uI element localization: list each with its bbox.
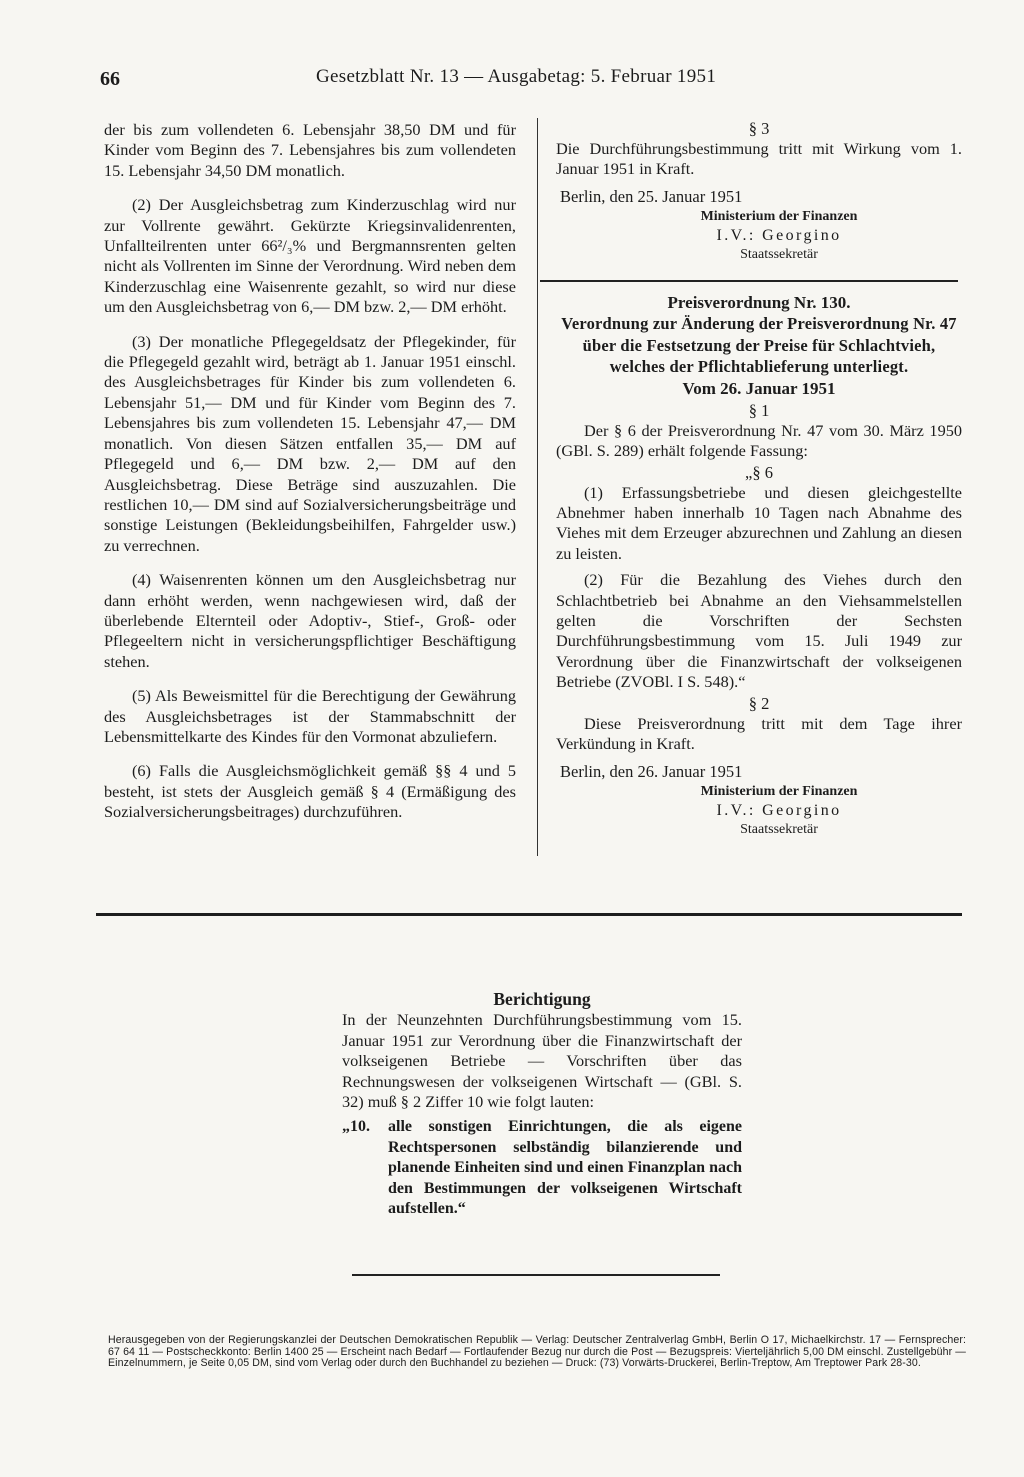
section-6-paragraph-2: (2) Für die Bezahlung des Viehes durch den Schlachtbetrieb bei Abnahme an den Viehsammelstellen gelten die Vorschriften der Sechsten Durchführungsbestimmung vom 15. Juli 1949 zur Verordnung über die Finanzwirtschaft der volkseigenen Betriebe (ZVOBl. I S. 548).“: [556, 570, 962, 692]
correction-text: In der Neunzehnten Durchführungsbestimmung vom 15. Januar 1951 zur Verordnung über die Finanzwirtschaft der volkseigenen Betriebe — Vorschriften über das Rechnungswesen der volkseigenen Wirtschaft — (GBl. S. 32) muß § 2 Ziffer 10 wie folgt lauten:: [342, 1010, 742, 1112]
section-1-text: Der § 6 der Preisverordnung Nr. 47 vom 30. März 1950 (GBl. S. 289) erhält folgende Fassung:: [556, 420, 962, 461]
date-line: Berlin, den 25. Januar 1951: [560, 186, 743, 206]
page-header: [100, 60, 970, 90]
page-divider: [96, 913, 962, 916]
section-2-heading: § 2: [748, 693, 770, 713]
section-6-heading: „§ 6: [745, 462, 773, 482]
paragraph-continuation: der bis zum vollendeten 6. Lebensjahr 38,50 DM und für Kinder vom Beginn des 7. Lebensjahres bis zum vollendeten 15. Lebensjahr 34,50 DM monatlich.: [104, 120, 516, 180]
paragraph-5: (5) Als Beweismittel für die Berechtigung der Gewährung des Ausgleichsbetrages ist der Stammabschnitt der Lebensmittelkarte des Kindes für den Vormonat abzuliefern.: [104, 686, 516, 746]
paragraph-6: (6) Falls die Ausgleichsmöglichkeit gemäß §§ 4 und 5 besteht, ist stets der Ausgleich gemäß § 4 (Ermäßigung des Sozialversicherungsbeitrages) durchzuführen.: [104, 761, 516, 822]
left-column: [104, 120, 516, 823]
section-3-text: Die Durchführungsbestimmung tritt mit Wirkung vom 1. Januar 1951 in Kraft.: [556, 139, 962, 179]
signatory-role: Staatssekretär: [740, 246, 818, 262]
section-rule: [540, 280, 958, 282]
imprint-text: Herausgegeben von der Regierungskanzlei der Deutschen Demokratischen Republik — Verlag: Deutscher Zentralverlag GmbH, Berlin O 17, Michaelkirchstr. 17 — Fernsprecher: 67 64 11 — Postscheckkonto: Berlin 1400 25 — Erscheint nach Bedarf — Fortlaufender Bezug nur durch die Post — Bezugspreis: Vierteljährlich 5,00 DM einschl. Zustellgebühr — Einzelnummern, je Seite 0,05 DM, sind vom Verlag oder durch den Buchhandel zu beziehen — Druck: (73) Vorwärts-Druckerei, Berlin-Treptow, Am Treptower Park 28-30.: [108, 1334, 966, 1370]
page-number: 66: [100, 68, 120, 90]
section-2-text: Diese Preisverordnung tritt mit dem Tage ihrer Verkündung in Kraft.: [556, 713, 962, 754]
correction-rule: [352, 1274, 720, 1276]
correction-title: Berichtigung: [493, 989, 591, 1009]
signatory-role: Staatssekretär: [740, 821, 818, 837]
ministry-name: Ministerium der Finanzen: [700, 208, 858, 224]
section-1-heading: § 1: [748, 400, 770, 420]
signature: I.V.: Georgino: [716, 801, 842, 819]
column-divider: [537, 118, 538, 856]
regulation-subtitle: Verordnung zur Änderung der Preisverordnung Nr. 47 über die Festsetzung der Preise für Schlachtvieh, welches der Pflichtablieferung unterliegt.: [561, 314, 957, 377]
header-title: Gesetzblatt Nr. 13 — Ausgabetag: 5. Februar 1951: [316, 66, 717, 87]
section-6-paragraph-1: (1) Erfassungsbetriebe und diesen gleichgestellte Abnehmer haben innerhalb 10 Tagen nach Abnahme des Viehes mit dem Erzeuger abzurechnen und Zahlung an diesen zu leisten.: [556, 482, 962, 563]
regulation-date: Vom 26. Januar 1951: [682, 378, 836, 398]
ministry-name: Ministerium der Finanzen: [700, 783, 858, 799]
right-column: [556, 118, 962, 839]
paragraph-4: (4) Waisenrenten können um den Ausgleichsbetrag nur dann erhöht werden, wenn nachgewiesen wird, daß der überlebende Elternteil oder Adoptiv-, Stief-, Groß- oder Pflegeeltern nicht in versicherungspflichtiger Beschäftigung stehen.: [104, 570, 516, 671]
item-number: „10.: [342, 1117, 370, 1135]
correction-item: [342, 1117, 742, 1220]
section-3-heading: § 3: [748, 119, 770, 138]
paragraph-3: (3) Der monatliche Pflegegeldsatz der Pflegekinder, für die Pflegegeld gezahlt wird, beträgt ab 1. Januar 1951 einschl. des Ausgleichsbetrages für Kinder bis zum vollendeten 6. Lebensjahr 51,— DM und für Kinder vom Beginn des 7. Lebensjahres bis zum vollendeten 15. Lebensjahr 47,— DM monatlich. Von diesen Sätzen entfallen 35,— DM auf Pflegegeld und 6,— DM bzw. 2,— DM auf den Ausgleichsbetrag. Diese Beträge sind auszuzahlen. Die restlichen 10,— DM sind auf Sozialversicherungsbeiträge und sonstige Leistungen (Bekleidungsbeihilfen, Fahrgelder usw.) zu verrechnen.: [104, 331, 516, 555]
signature: I.V.: Georgino: [716, 226, 842, 244]
date-line: Berlin, den 26. Januar 1951: [560, 761, 743, 781]
paragraph-2: (2) Der Ausgleichsbetrag zum Kinderzuschlag wird nur zur Vollrente gewährt. Gekürzte Kriegsinvalidenrenten, Unfallteilrenten unter 66²/₃% und Bergmannsrenten gelten nicht als Vollrenten im Sinne der Verordnung. Wird neben dem Kinderzuschlag eine Waisenrente gezahlt, so wird nur diese um den Ausgleichsbetrag von 6,— DM bzw. 2,— DM erhöht.: [104, 195, 516, 317]
item-text: alle sonstigen Einrichtungen, die als eigene Rechtspersonen selbständig bilanzierende und planende Einheiten sind und einen Finanzplan nach den Bestimmungen der volkseigenen Wirtschaft aufstellen.“: [388, 1117, 742, 1218]
correction-notice: [342, 988, 742, 1220]
regulation-title: Preisverordnung Nr. 130.: [667, 292, 851, 312]
imprint-footer: [108, 1335, 966, 1370]
